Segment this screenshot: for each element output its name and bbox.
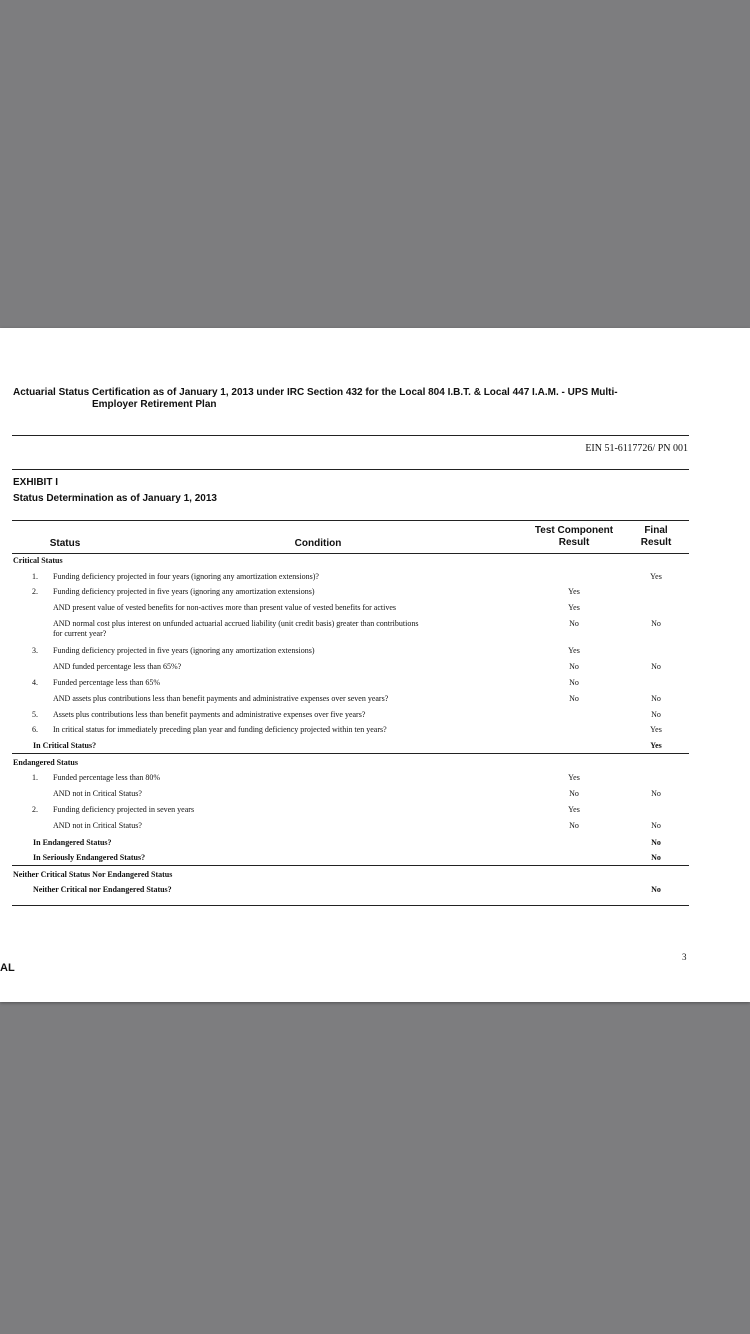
test-component-result: No	[569, 694, 579, 703]
summary-question: In Critical Status?	[33, 741, 97, 750]
final-result: Yes	[650, 572, 662, 581]
section-heading: Critical Status	[13, 556, 63, 565]
final-result: No	[651, 885, 661, 894]
condition-text: Assets plus contributions less than benefit payments and administrative expenses over five years?	[53, 710, 366, 719]
final-result: No	[651, 710, 661, 719]
condition-text: Funded percentage less than 80%	[53, 773, 161, 782]
final-result: No	[651, 789, 661, 798]
item-number: 1.	[32, 773, 38, 782]
final-result: No	[651, 838, 661, 847]
test-component-result: No	[569, 678, 579, 687]
section-divider	[12, 865, 689, 866]
condition-text: Funded percentage less than 65%	[53, 678, 161, 687]
condition-text: AND not in Critical Status?	[53, 821, 142, 830]
document-page	[0, 328, 750, 1002]
summary-question: In Endangered Status?	[33, 838, 112, 847]
section-divider	[12, 753, 689, 754]
ein-label: EIN 51-6117726/ PN 001	[585, 443, 688, 454]
ein-divider	[12, 469, 689, 470]
condition-text: Funding deficiency projected in seven years	[53, 805, 195, 814]
test-component-result: Yes	[568, 805, 580, 814]
final-result: Yes	[650, 725, 662, 734]
test-component-result: No	[569, 789, 579, 798]
final-result: Yes	[650, 741, 662, 750]
condition-text: AND present value of vested benefits for non-actives more than present value of vested benefits for actives	[53, 603, 396, 612]
column-header-condition: Condition	[294, 538, 342, 549]
condition-text: AND normal cost plus interest on unfunded actuarial accrued liability (unit credit basis) greater than contributions	[53, 619, 419, 628]
column-header-final-line-2: Result	[640, 537, 672, 548]
summary-question: Neither Critical nor Endangered Status?	[33, 885, 172, 894]
document-title-line-1: Actuarial Status Certification as of January 1, 2013 under IRC Section 432 for the Local 804 I.B.T. & Local 447 I.A.M. - UPS Multi-	[13, 387, 618, 398]
condition-text: Funding deficiency projected in four years (ignoring any amortization extensions)?	[53, 572, 319, 581]
column-header-status: Status	[49, 538, 81, 549]
table-bottom-divider	[12, 905, 689, 906]
item-number: 3.	[32, 646, 38, 655]
column-header-final-result	[626, 525, 686, 549]
condition-text: AND funded percentage less than 65%?	[53, 662, 182, 671]
condition-text: Funding deficiency projected in five years (ignoring any amortization extensions)	[53, 646, 315, 655]
title-divider	[12, 435, 689, 436]
exhibit-subtitle: Status Determination as of January 1, 2013	[13, 493, 217, 504]
header-divider	[12, 553, 689, 554]
exhibit-label: EXHIBIT I	[13, 477, 59, 488]
condition-text: In critical status for immediately preceding plan year and funding deficiency projected within ten years?	[53, 725, 387, 734]
final-result: No	[651, 619, 661, 628]
final-result: No	[651, 821, 661, 830]
condition-text: Funding deficiency projected in five years (ignoring any amortization extensions)	[53, 587, 315, 596]
column-header-test-line-2: Result	[558, 537, 590, 548]
column-header-test-result	[524, 525, 624, 549]
test-component-result: Yes	[568, 603, 580, 612]
section-heading: Endangered Status	[13, 758, 78, 767]
exhibit-heading	[13, 475, 217, 507]
edge-text: AL	[0, 962, 15, 974]
item-number: 6.	[32, 725, 38, 734]
final-result: No	[651, 694, 661, 703]
final-result: No	[651, 853, 661, 862]
document-title	[13, 387, 703, 411]
item-number: 2.	[32, 805, 38, 814]
final-result: No	[651, 662, 661, 671]
section-heading: Neither Critical Status Nor Endangered Status	[13, 870, 173, 879]
item-number: 4.	[32, 678, 38, 687]
test-component-result: Yes	[568, 587, 580, 596]
condition-text-continued: for current year?	[53, 629, 107, 638]
condition-text: AND not in Critical Status?	[53, 789, 142, 798]
test-component-result: No	[569, 821, 579, 830]
test-component-result: No	[569, 662, 579, 671]
test-component-result: Yes	[568, 773, 580, 782]
item-number: 5.	[32, 710, 38, 719]
summary-question: In Seriously Endangered Status?	[33, 853, 146, 862]
condition-text: AND assets plus contributions less than benefit payments and administrative expenses over seven years?	[53, 694, 389, 703]
column-header-test-line-1: Test Component	[534, 525, 614, 536]
test-component-result: Yes	[568, 646, 580, 655]
item-number: 1.	[32, 572, 38, 581]
page-number: 3	[682, 952, 687, 962]
table-top-divider	[12, 520, 689, 521]
test-component-result: No	[569, 619, 579, 628]
document-title-line-2: Employer Retirement Plan	[92, 399, 217, 410]
column-header-final-line-1: Final	[644, 525, 668, 536]
item-number: 2.	[32, 587, 38, 596]
